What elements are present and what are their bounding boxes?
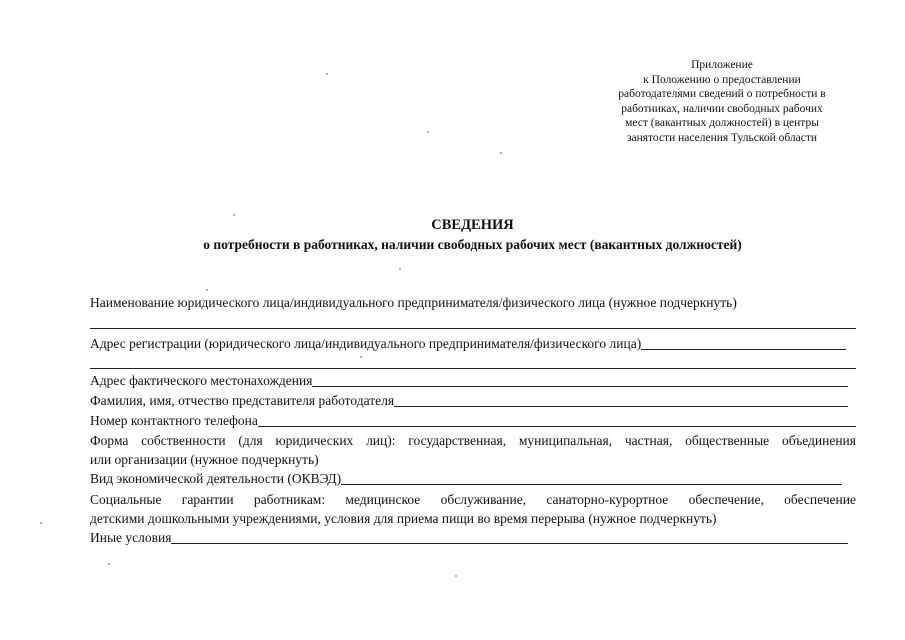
actual-address-field[interactable] [312,386,848,387]
document-subtitle: о потребности в работниках, наличии свободных рабочих мест (вакантных должностей) [203,237,742,252]
scan-speck [360,356,362,358]
scan-speck [326,73,328,75]
scan-speck [108,563,110,565]
social-guarantees-text-cont: детскими дошкольными учреждениями, условия для приема пищи во время перерыва (нужное подчеркнуть) [90,511,717,526]
actual-address-row [90,372,856,390]
ownership-form-text: Форма собственности (для юридических лиц): государственная, муниципальная, частная, общественные объединения [90,433,856,448]
scan-speck [40,522,42,524]
scan-speck [500,152,502,154]
other-conditions-row [90,529,856,547]
registration-address-field[interactable] [641,349,846,350]
appendix-line: мест (вакантных должностей) в центры [625,117,819,129]
other-conditions-label: Иные условия [90,530,172,545]
scan-speck [427,131,429,133]
contact-phone-label: Номер контактного телефона [90,413,258,428]
actual-address-label: Адрес фактического местонахождения [90,373,313,388]
document-title: СВЕДЕНИЯ [431,217,514,233]
appendix-line: работодателями сведений о потребности в [618,88,826,100]
other-conditions-field[interactable] [171,543,848,544]
contact-phone-field[interactable] [258,426,856,427]
employer-form [90,290,856,550]
employer-representative-field[interactable] [394,406,848,407]
scan-speck [399,268,401,270]
document-heading [0,216,905,254]
economic-activity-label: Вид экономической деятельности (ОКВЭД) [90,471,342,486]
scan-speck [455,575,457,577]
economic-activity-field[interactable] [341,484,842,485]
legal-name-label: Наименование юридического лица/индивидуального предпринимателя/физического лица (нужное подчеркнуть) [90,295,737,310]
appendix-note [588,58,856,145]
employer-representative-label: Фамилия, имя, отчество представителя работодателя [90,393,395,408]
ownership-form-text-cont: или организации (нужное подчеркнуть) [90,452,319,467]
social-guarantees-text: Социальные гарантии работникам: медицинское обслуживание, санаторно-курортное обеспечение, обеспечение [90,492,856,507]
scan-speck [233,214,235,216]
employer-representative-row [90,392,856,410]
contact-phone-row [90,412,856,430]
appendix-line: Приложение [691,59,753,71]
appendix-line: к Положению о предоставлении [643,73,801,86]
economic-activity-row [90,470,856,488]
appendix-line: работниках, наличии свободных рабочих [621,102,823,115]
registration-address-row [90,335,856,353]
registration-address-field-extra[interactable] [90,368,856,369]
appendix-line: занятости населения Тульской области [626,131,818,144]
registration-address-label: Адрес регистрации (юридического лица/индивидуального предпринимателя/физического лица) [90,336,642,351]
legal-name-field[interactable] [90,328,856,329]
scan-speck [206,289,208,291]
